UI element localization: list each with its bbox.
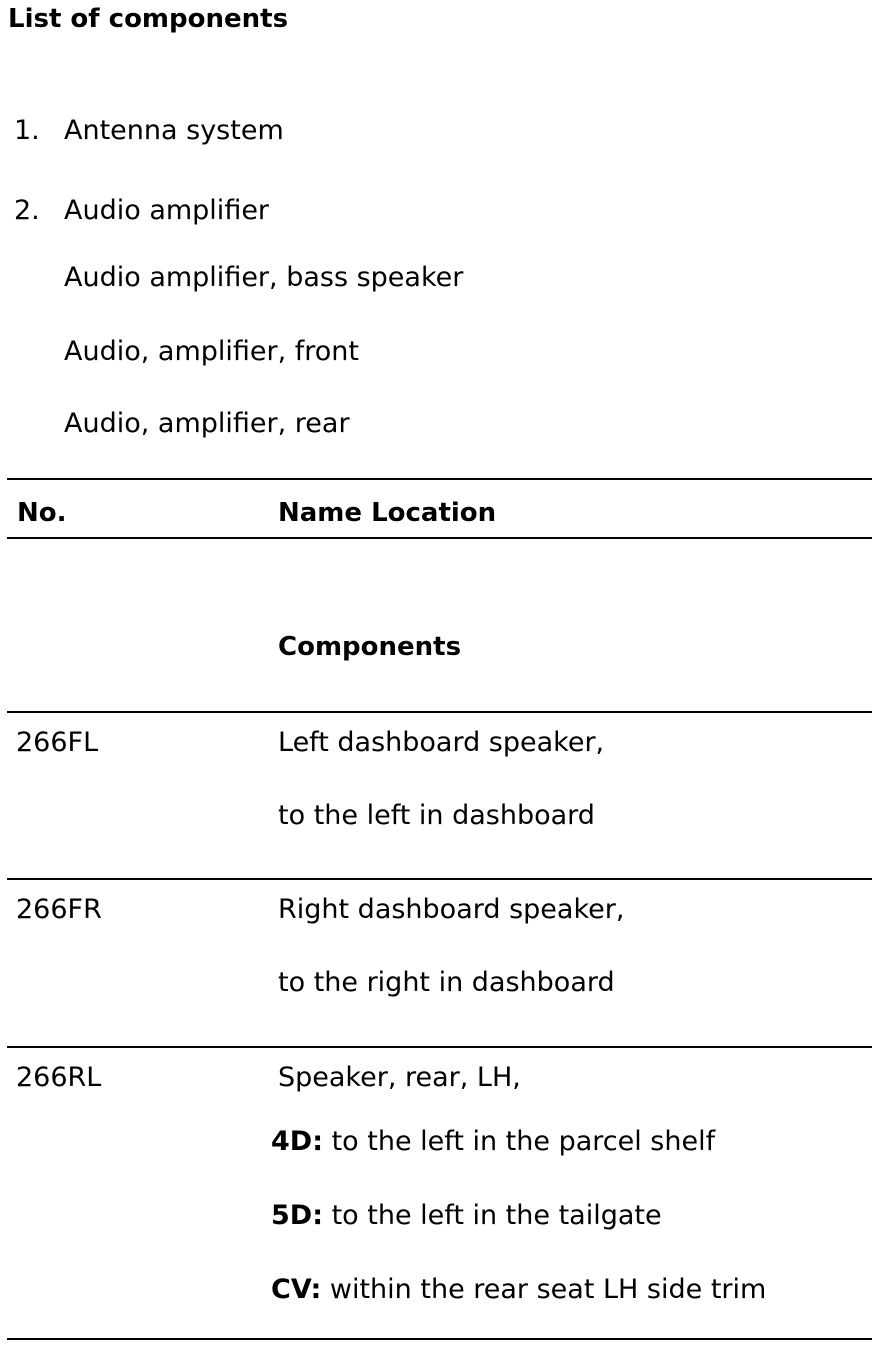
sub-item: Audio amplifier, bass speaker (64, 262, 464, 293)
section-heading: Components (278, 632, 462, 662)
variant-line (271, 1276, 766, 1303)
variant-text: within the rear seat LH side trim (329, 1274, 767, 1305)
table-rule (7, 711, 872, 713)
variant-tag: CV: (271, 1274, 322, 1305)
table-rule (7, 878, 872, 880)
sub-item: Audio, amplifier, rear (64, 408, 350, 439)
variant-text: to the left in the tailgate (331, 1200, 662, 1231)
table-rule (7, 537, 872, 539)
row-name: Right dashboard speaker, (278, 894, 625, 925)
row-name: Left dashboard speaker, (278, 727, 605, 758)
row-name: Speaker, rear, LH, (278, 1062, 521, 1093)
variant-tag: 4D: (271, 1126, 323, 1157)
sub-item: Audio, amplifier, front (64, 336, 360, 367)
list-text: Audio amplifier (64, 195, 270, 226)
variant-line (271, 1202, 662, 1229)
variant-text: to the left in the parcel shelf (331, 1126, 716, 1157)
row-location: to the right in dashboard (278, 967, 615, 998)
table-rule (7, 1338, 872, 1340)
list-number: 1. (14, 115, 40, 146)
list-number: 2. (14, 195, 40, 226)
variant-tag: 5D: (271, 1200, 323, 1231)
row-number: 266FL (16, 727, 99, 758)
row-number: 266FR (16, 894, 102, 925)
row-number: 266RL (16, 1062, 102, 1093)
document-title: List of components (8, 4, 289, 34)
variant-line (271, 1128, 715, 1155)
header-no: No. (17, 498, 67, 528)
header-name-location: Name Location (278, 498, 497, 528)
list-text: Antenna system (64, 115, 284, 146)
table-rule (7, 1046, 872, 1048)
table-rule (7, 478, 872, 480)
row-location: to the left in dashboard (278, 800, 595, 831)
